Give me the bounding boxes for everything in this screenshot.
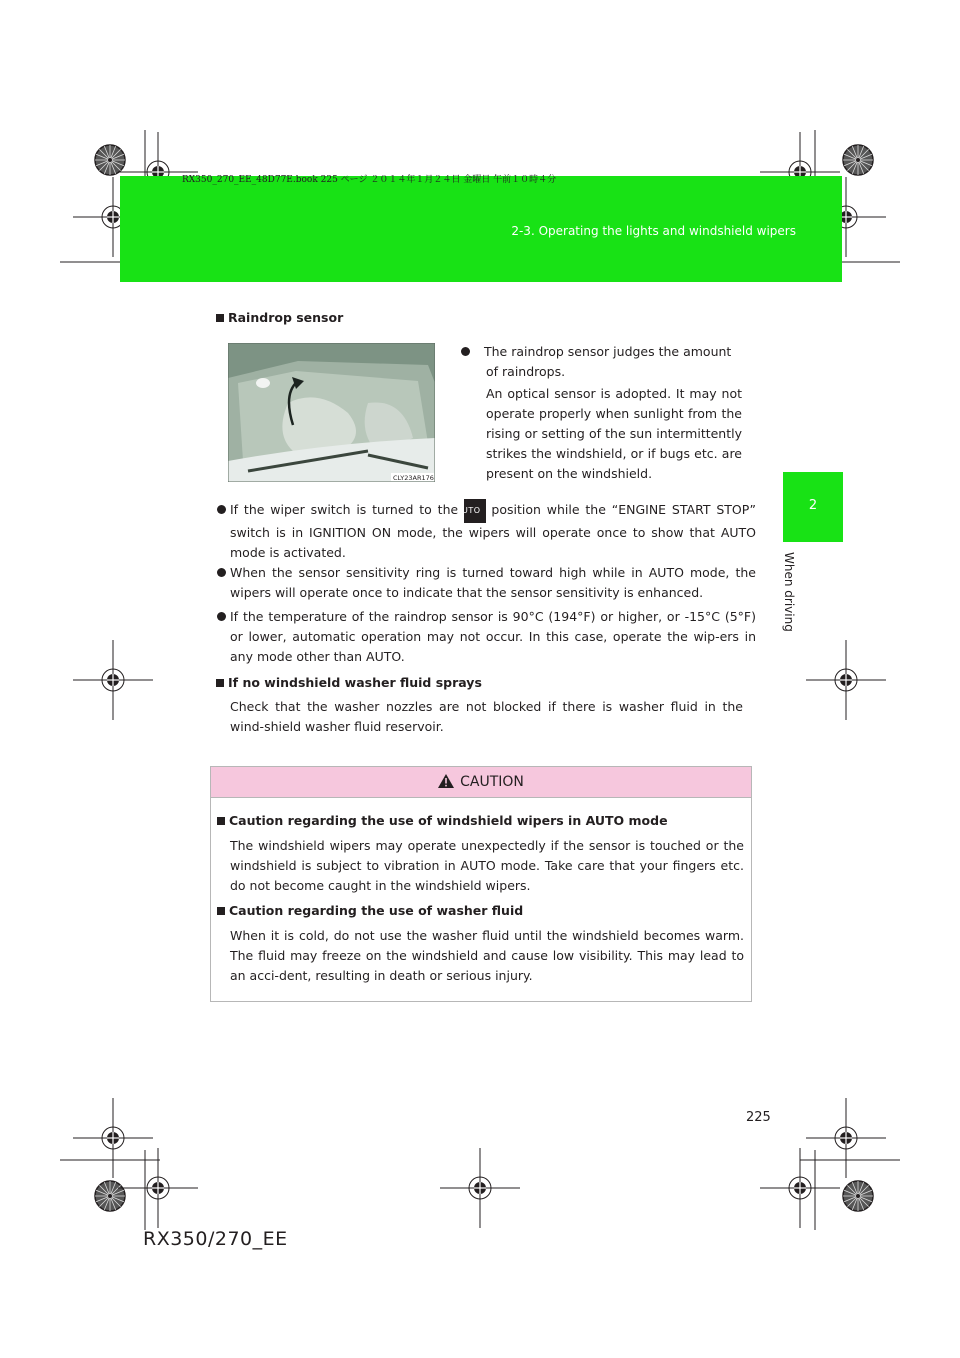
svg-text:CLY23AR176: CLY23AR176: [393, 474, 434, 482]
caution-title: CAUTION: [211, 774, 751, 790]
caution-washer-heading: Caution regarding the use of washer fluid: [217, 903, 523, 918]
book-reference: RX350_270_EE_48D77E.book 225 ページ ２０１４年１月２４日 金曜日 午前１０時４分: [182, 175, 557, 185]
square-bullet-icon: [217, 907, 225, 915]
caution-washer-text: When it is cold, do not use the washer fluid until the windshield becomes warm. The fluid may freeze on the windshield and cause low visibility. This may lead to an acci-dent, resulting in death or serious injury.: [230, 928, 744, 983]
bullet-raindrop-judges: The raindrop sensor judges the amount of raindrops.: [461, 342, 743, 382]
optical-sensor-note: An optical sensor is adopted. It may not operate properly when sunlight from the rising or setting of the sun intermittently strikes the windshield, or if bugs etc. are present on the windshield.: [486, 386, 742, 481]
section-title: 2-3. Operating the lights and windshield wipers: [511, 224, 796, 238]
square-bullet-icon: [216, 314, 224, 322]
bullet-auto-position: If the wiper switch is turned to the AUTO position while the “ENGINE START STOP” switch is in IGNITION ON mode, the wipers will operate once to show that AUTO mode is activated.: [217, 499, 756, 563]
washer-fluid-heading: If no windshield washer fluid sprays: [216, 675, 482, 690]
round-bullet-icon: [217, 612, 226, 621]
raindrop-sensor-heading: Raindrop sensor: [216, 310, 343, 325]
warning-triangle-icon: [438, 774, 454, 788]
round-bullet-icon: [461, 347, 470, 356]
auto-switch-icon: AUTO: [464, 499, 486, 523]
caution-auto-mode-text: The windshield wipers may operate unexpectedly if the sensor is touched or the windshield is subject to vibration in AUTO mode. Take care that your fingers etc. do not become caught in the windshield wipers.: [230, 838, 744, 893]
square-bullet-icon: [216, 679, 224, 687]
chapter-label-text: When driving: [782, 552, 796, 632]
round-bullet-icon: [217, 568, 226, 577]
page-number: 225: [746, 1110, 771, 1125]
bullet-sensitivity-ring: When the sensor sensitivity ring is turned toward high while in AUTO mode, the wipers will operate once to indicate that the sensor sensitivity is enhanced.: [217, 563, 756, 603]
square-bullet-icon: [217, 817, 225, 825]
windshield-sensor-illustration: [228, 343, 435, 482]
caution-auto-mode-heading: Caution regarding the use of windshield wipers in AUTO mode: [217, 813, 668, 828]
washer-fluid-text: Check that the washer nozzles are not blocked if there is washer fluid in the wind-shield washer fluid reservoir.: [230, 699, 743, 734]
round-bullet-icon: [217, 505, 226, 514]
bullet-temperature: If the temperature of the raindrop sensor is 90°C (194°F) or higher, or -15°C (5°F) or lower, automatic operation may not occur. In this case, operate the wip-ers in any mode other than AUTO.: [217, 607, 756, 667]
model-code: RX350/270_EE: [143, 1228, 288, 1250]
chapter-number: 2: [808, 498, 818, 513]
chapter-label: [782, 552, 804, 642]
